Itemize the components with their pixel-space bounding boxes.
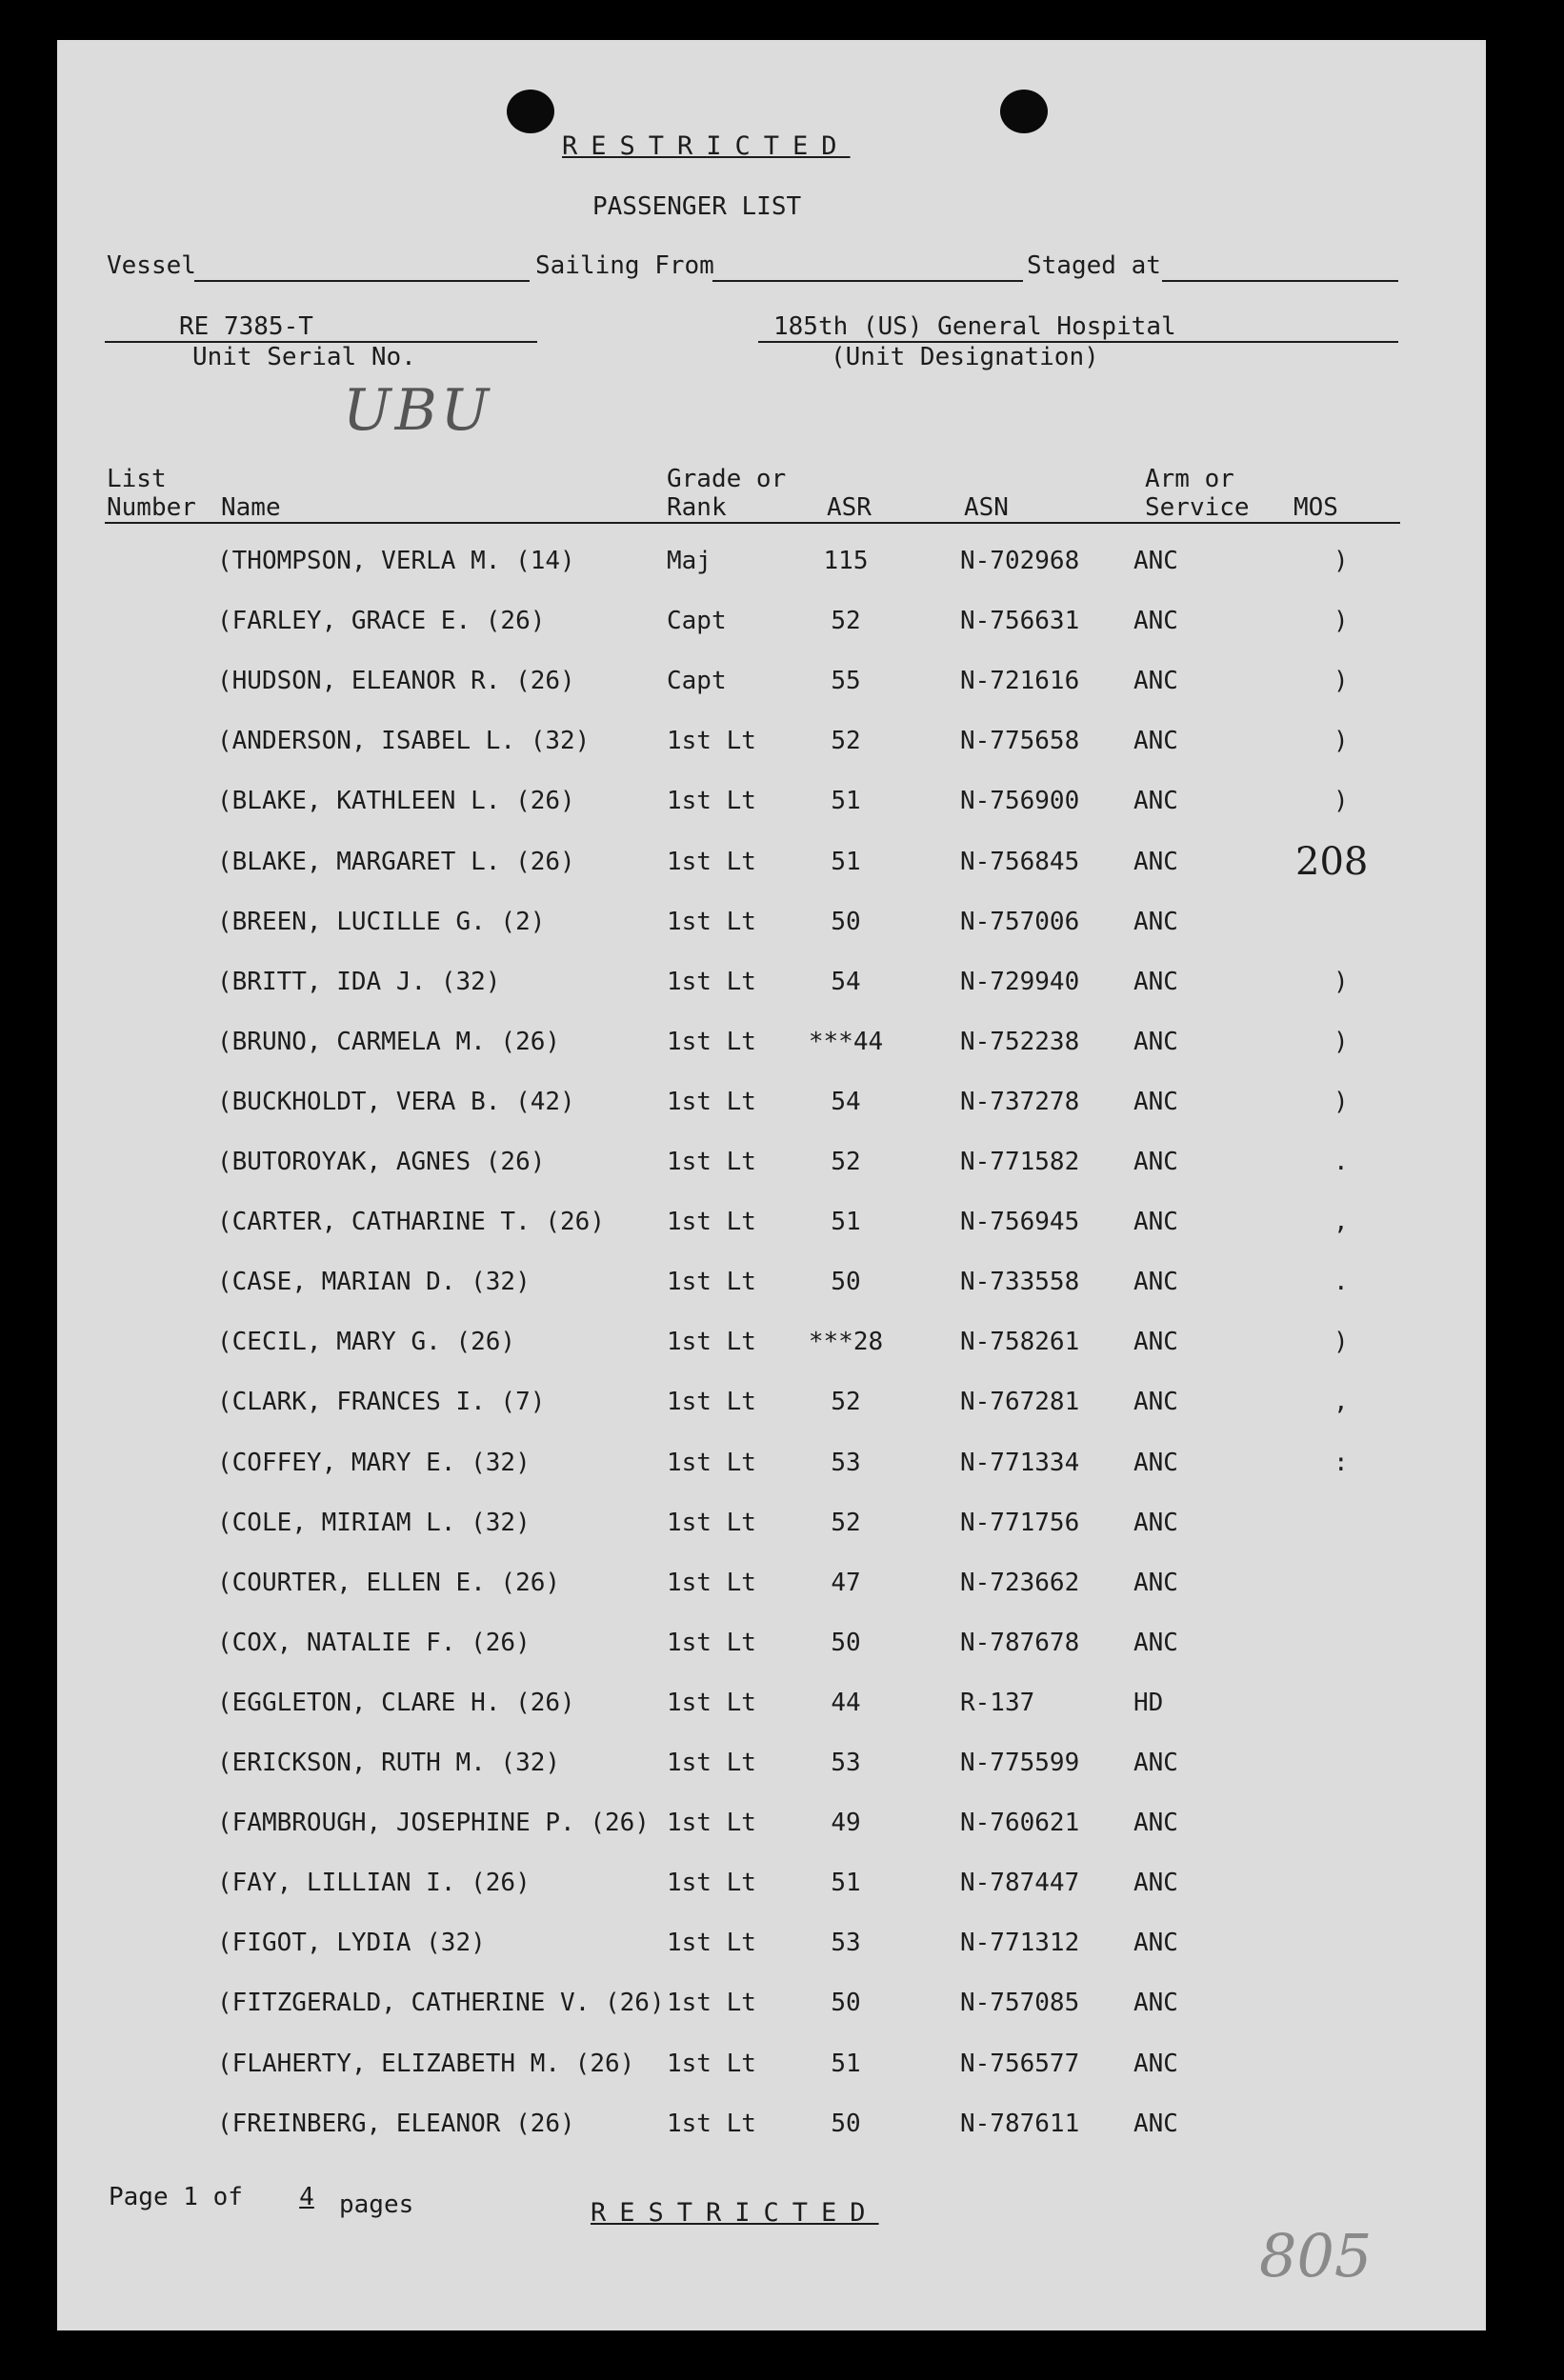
table-row — [57, 1809, 1486, 1847]
cell-asr: 50 — [831, 1268, 861, 1297]
table-row — [57, 1749, 1486, 1787]
cell-asn: N-756631 — [960, 607, 1080, 636]
table-row — [57, 1569, 1486, 1607]
cell-name: (BUCKHOLDT, VERA B. (42) — [217, 1087, 575, 1116]
unit-designation-label: (Unit Designation) — [831, 343, 1099, 371]
cell-arm: ANC — [1133, 1508, 1178, 1537]
cell-arm: ANC — [1133, 1208, 1178, 1237]
cell-asr: 50 — [831, 2109, 861, 2138]
cell-asr: ***44 — [808, 1027, 884, 1056]
sailing-from-line — [712, 280, 1023, 282]
cell-grade: 1st Lt — [667, 1628, 756, 1657]
list-title: PASSENGER LIST — [592, 192, 802, 221]
cell-asn: N-756845 — [960, 847, 1080, 876]
cell-grade: 1st Lt — [667, 1027, 756, 1056]
cell-grade: 1st Lt — [667, 1087, 756, 1116]
table-row — [57, 1328, 1486, 1366]
cell-asn: N-756577 — [960, 2049, 1080, 2078]
cell-asr: 52 — [831, 1508, 861, 1537]
cell-name: (CASE, MARIAN D. (32) — [217, 1268, 531, 1297]
cell-asn: N-756900 — [960, 787, 1080, 816]
staged-at-label: Staged at — [1027, 251, 1161, 280]
cell-grade: 1st Lt — [667, 1148, 756, 1176]
unit-designation-value: 185th (US) General Hospital — [773, 312, 1176, 341]
cell-arm: ANC — [1133, 2109, 1178, 2138]
cell-name: (BLAKE, KATHLEEN L. (26) — [217, 787, 575, 816]
cell-arm: HD — [1133, 1688, 1164, 1717]
cell-grade: 1st Lt — [667, 1809, 756, 1838]
table-row — [57, 547, 1486, 585]
cell-arm: ANC — [1133, 1628, 1178, 1657]
cell-asr: 51 — [831, 847, 861, 876]
cell-name: (FARLEY, GRACE E. (26) — [217, 607, 546, 636]
cell-grade: 1st Lt — [667, 1388, 756, 1417]
page-total: 4 — [299, 2183, 314, 2211]
cell-name: (FREINBERG, ELEANOR (26) — [217, 2109, 575, 2138]
cell-asr: 54 — [831, 967, 861, 996]
cell-arm: ANC — [1133, 787, 1178, 816]
cell-grade: 1st Lt — [667, 1688, 756, 1717]
cell-asr: 52 — [831, 1148, 861, 1176]
cell-asr: ***28 — [808, 1328, 884, 1357]
cell-grade: 1st Lt — [667, 1508, 756, 1537]
cell-arm: ANC — [1133, 1869, 1178, 1898]
col-mos: MOS — [1293, 493, 1338, 522]
cell-mos: : — [1333, 1448, 1349, 1477]
cell-asn: N-771582 — [960, 1148, 1080, 1176]
cell-name: (ERICKSON, RUTH M. (32) — [217, 1749, 561, 1777]
cell-arm: ANC — [1133, 1989, 1178, 2018]
col-arm-line1: Arm or — [1145, 465, 1234, 493]
cell-grade: 1st Lt — [667, 1448, 756, 1477]
cell-asr: 51 — [831, 1208, 861, 1237]
cell-mos: , — [1333, 1208, 1349, 1237]
cell-grade: 1st Lt — [667, 1208, 756, 1237]
cell-grade: 1st Lt — [667, 2049, 756, 2078]
handwritten-code: UBU — [343, 377, 493, 444]
cell-mos: . — [1333, 1268, 1349, 1297]
cell-name: (BREEN, LUCILLE G. (2) — [217, 907, 546, 936]
cell-asr: 49 — [831, 1809, 861, 1838]
cell-asr: 53 — [831, 1929, 861, 1958]
table-row — [57, 968, 1486, 1006]
cell-arm: ANC — [1133, 1929, 1178, 1958]
cell-grade: 1st Lt — [667, 847, 756, 876]
cell-arm: ANC — [1133, 1809, 1178, 1838]
cell-asn: R-137 — [960, 1688, 1035, 1717]
table-row — [57, 1989, 1486, 2027]
cell-asr: 52 — [831, 607, 861, 636]
cell-name: (COURTER, ELLEN E. (26) — [217, 1568, 561, 1597]
cell-asn: N-787678 — [960, 1628, 1080, 1657]
table-row — [57, 727, 1486, 765]
table-row — [57, 1629, 1486, 1667]
table-row — [57, 1929, 1486, 1967]
cell-name: (FLAHERTY, ELIZABETH M. (26) — [217, 2049, 635, 2078]
cell-name: (FAY, LILLIAN I. (26) — [217, 1869, 531, 1898]
cell-mos: ) — [1333, 547, 1349, 575]
table-row — [57, 1268, 1486, 1306]
cell-grade: Capt — [667, 667, 727, 696]
table-row — [57, 1449, 1486, 1487]
punch-hole-left — [507, 90, 554, 133]
cell-asn: N-757006 — [960, 907, 1080, 936]
cell-arm: ANC — [1133, 907, 1178, 936]
cell-asr: 51 — [831, 1869, 861, 1898]
cell-asr: 51 — [831, 787, 861, 816]
cell-asn: N-737278 — [960, 1087, 1080, 1116]
cell-asn: N-723662 — [960, 1568, 1080, 1597]
cell-name: (CECIL, MARY G. (26) — [217, 1328, 516, 1357]
cell-name: (ANDERSON, ISABEL L. (32) — [217, 727, 591, 756]
cell-arm: ANC — [1133, 1148, 1178, 1176]
table-row — [57, 1388, 1486, 1426]
col-asr: ASR — [827, 493, 872, 522]
table-row — [57, 1148, 1486, 1186]
col-grade-line1: Grade or — [667, 465, 787, 493]
col-grade-line2: Rank — [667, 493, 727, 522]
cell-asn: N-733558 — [960, 1268, 1080, 1297]
table-row — [57, 2050, 1486, 2088]
cell-asn: N-775658 — [960, 727, 1080, 756]
col-name: Name — [221, 493, 281, 522]
cell-asr: 51 — [831, 2049, 861, 2078]
cell-grade: 1st Lt — [667, 1989, 756, 2018]
cell-arm: ANC — [1133, 1268, 1178, 1297]
cell-mos: 208 — [1295, 839, 1369, 884]
cell-grade: 1st Lt — [667, 727, 756, 756]
col-asn: ASN — [964, 493, 1009, 522]
cell-asn: N-771312 — [960, 1929, 1080, 1958]
cell-name: (BLAKE, MARGARET L. (26) — [217, 847, 575, 876]
col-list-number-line1: List — [107, 465, 167, 493]
cell-grade: 1st Lt — [667, 2109, 756, 2138]
cell-asn: N-729940 — [960, 967, 1080, 996]
cell-asr: 115 — [823, 547, 869, 575]
cell-asn: N-787447 — [960, 1869, 1080, 1898]
cell-arm: ANC — [1133, 1027, 1178, 1056]
header-rule — [105, 522, 1400, 524]
cell-asr: 55 — [831, 667, 861, 696]
cell-asr: 52 — [831, 1388, 861, 1417]
punch-hole-right — [1000, 90, 1048, 133]
page-indicator-suffix: pages — [339, 2190, 414, 2219]
cell-name: (COFFEY, MARY E. (32) — [217, 1448, 531, 1477]
cell-name: (EGGLETON, CLARE H. (26) — [217, 1688, 575, 1717]
cell-asn: N-787611 — [960, 2109, 1080, 2138]
cell-asn: N-775599 — [960, 1749, 1080, 1777]
cell-arm: ANC — [1133, 727, 1178, 756]
cell-name: (CARTER, CATHARINE T. (26) — [217, 1208, 605, 1237]
cell-arm: ANC — [1133, 1388, 1178, 1417]
cell-arm: ANC — [1133, 1087, 1178, 1116]
vessel-label: Vessel — [107, 251, 196, 280]
table-row — [57, 607, 1486, 645]
table-row — [57, 1869, 1486, 1907]
cell-name: (BRITT, IDA J. (32) — [217, 967, 501, 996]
cell-mos: ) — [1333, 1087, 1349, 1116]
unit-serial-value: RE 7385-T — [179, 312, 313, 341]
cell-asr: 54 — [831, 1087, 861, 1116]
cell-name: (FAMBROUGH, JOSEPHINE P. (26) — [217, 1809, 650, 1838]
cell-mos: ) — [1333, 1027, 1349, 1056]
cell-grade: 1st Lt — [667, 1268, 756, 1297]
cell-mos: ) — [1333, 727, 1349, 756]
cell-arm: ANC — [1133, 1328, 1178, 1357]
cell-grade: 1st Lt — [667, 1328, 756, 1357]
cell-asr: 50 — [831, 1989, 861, 2018]
cell-grade: 1st Lt — [667, 967, 756, 996]
cell-asr: 50 — [831, 907, 861, 936]
cell-asn: N-758261 — [960, 1328, 1080, 1357]
cell-arm: ANC — [1133, 667, 1178, 696]
cell-mos: . — [1333, 1148, 1349, 1176]
cell-grade: Capt — [667, 607, 727, 636]
table-row — [57, 2110, 1486, 2148]
cell-name: (BUTOROYAK, AGNES (26) — [217, 1148, 546, 1176]
cell-grade: Maj — [667, 547, 712, 575]
cell-asn: N-752238 — [960, 1027, 1080, 1056]
cell-name: (COLE, MIRIAM L. (32) — [217, 1508, 531, 1537]
col-list-number-line2: Number — [107, 493, 196, 522]
cell-arm: ANC — [1133, 1749, 1178, 1777]
cell-name: (FIGOT, LYDIA (32) — [217, 1929, 486, 1958]
cell-asn: N-771756 — [960, 1508, 1080, 1537]
unit-serial-label: Unit Serial No. — [192, 343, 416, 371]
cell-asn: N-767281 — [960, 1388, 1080, 1417]
cell-mos: ) — [1333, 667, 1349, 696]
sailing-from-label: Sailing From — [535, 251, 714, 280]
cell-grade: 1st Lt — [667, 1869, 756, 1898]
cell-arm: ANC — [1133, 847, 1178, 876]
cell-mos: , — [1333, 1388, 1349, 1417]
table-row — [57, 1088, 1486, 1126]
table-row — [57, 1028, 1486, 1066]
cell-name: (THOMPSON, VERLA M. (14) — [217, 547, 575, 575]
cell-asr: 47 — [831, 1568, 861, 1597]
cell-asr: 50 — [831, 1628, 861, 1657]
table-row — [57, 1208, 1486, 1246]
cell-asr: 44 — [831, 1688, 861, 1717]
cell-grade: 1st Lt — [667, 907, 756, 936]
cell-arm: ANC — [1133, 1448, 1178, 1477]
cell-name: (COX, NATALIE F. (26) — [217, 1628, 531, 1657]
cell-arm: ANC — [1133, 607, 1178, 636]
cell-mos: ) — [1333, 607, 1349, 636]
cell-asn: N-757085 — [960, 1989, 1080, 2018]
cell-arm: ANC — [1133, 967, 1178, 996]
vessel-line — [194, 280, 530, 282]
cell-asr: 53 — [831, 1749, 861, 1777]
document-page — [57, 40, 1486, 2330]
table-row — [57, 1689, 1486, 1727]
cell-asn: N-771334 — [960, 1448, 1080, 1477]
cell-grade: 1st Lt — [667, 1568, 756, 1597]
cell-mos: ) — [1333, 787, 1349, 816]
cell-mos: ) — [1333, 967, 1349, 996]
table-row — [57, 667, 1486, 705]
cell-asn: N-721616 — [960, 667, 1080, 696]
table-row — [57, 908, 1486, 946]
cell-name: (CLARK, FRANCES I. (7) — [217, 1388, 546, 1417]
cell-arm: ANC — [1133, 2049, 1178, 2078]
cell-mos: ) — [1333, 1328, 1349, 1357]
restricted-banner-top: RESTRICTED — [562, 131, 851, 161]
page-indicator-prefix: Page 1 of — [109, 2183, 243, 2211]
cell-asn: N-702968 — [960, 547, 1080, 575]
cell-arm: ANC — [1133, 1568, 1178, 1597]
cell-asn: N-760621 — [960, 1809, 1080, 1838]
col-arm-line2: Service — [1145, 493, 1250, 522]
restricted-banner-bottom: RESTRICTED — [591, 2198, 879, 2228]
cell-grade: 1st Lt — [667, 787, 756, 816]
cell-asn: N-756945 — [960, 1208, 1080, 1237]
cell-name: (FITZGERALD, CATHERINE V. (26) — [217, 1989, 665, 2018]
table-row — [57, 787, 1486, 825]
staged-at-line — [1162, 280, 1398, 282]
table-row — [57, 839, 1486, 886]
cell-arm: ANC — [1133, 547, 1178, 575]
cell-grade: 1st Lt — [667, 1749, 756, 1777]
table-row — [57, 1509, 1486, 1547]
cell-name: (HUDSON, ELEANOR R. (26) — [217, 667, 575, 696]
cell-grade: 1st Lt — [667, 1929, 756, 1958]
handwritten-number: 805 — [1259, 2221, 1373, 2290]
cell-asr: 52 — [831, 727, 861, 756]
cell-name: (BRUNO, CARMELA M. (26) — [217, 1027, 561, 1056]
cell-asr: 53 — [831, 1448, 861, 1477]
